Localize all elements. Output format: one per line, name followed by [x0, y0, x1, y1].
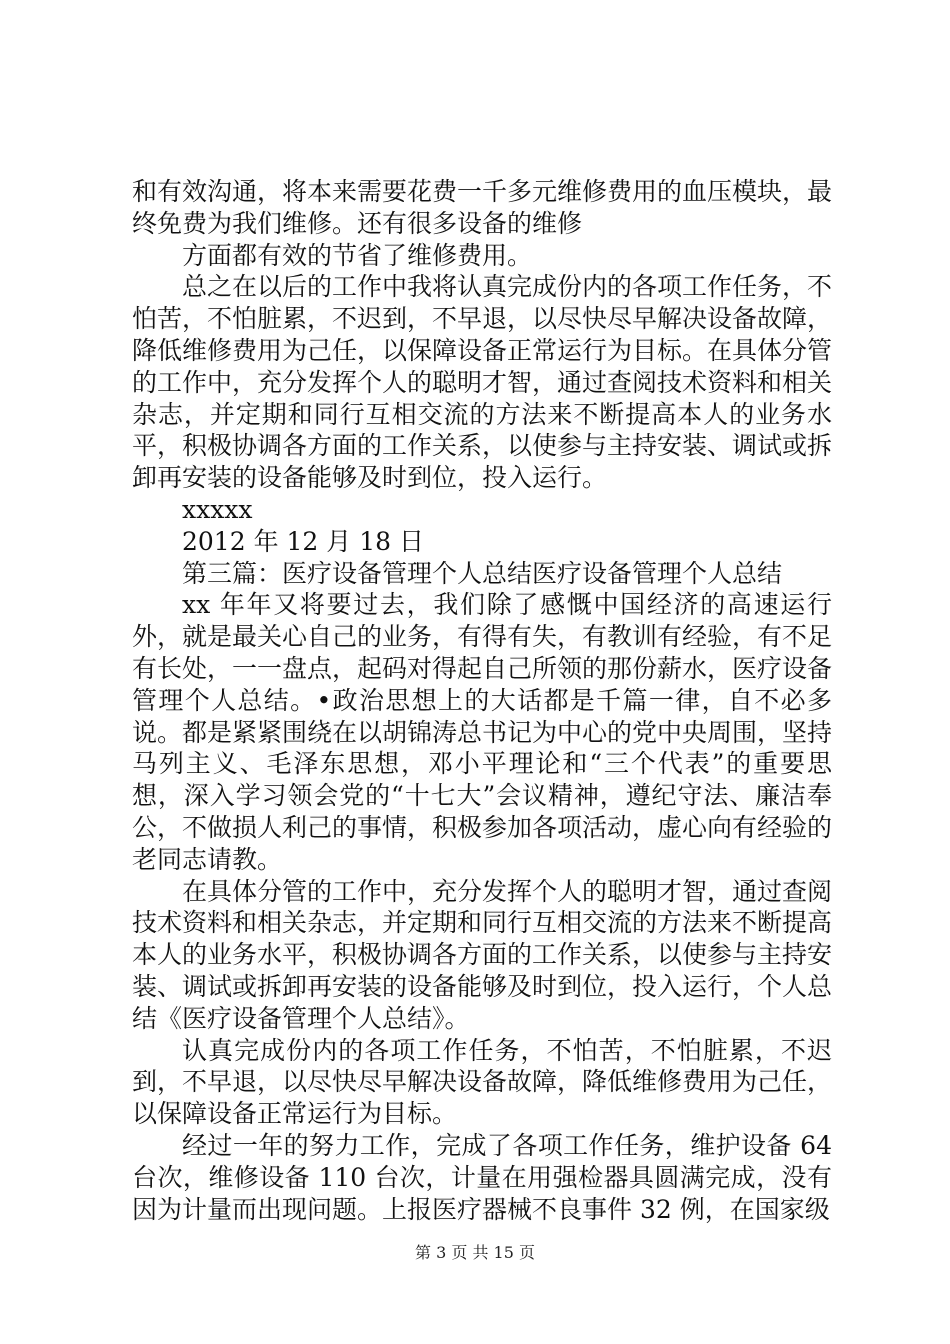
section-title: 第三篇：医疗设备管理个人总结医疗设备管理个人总结	[182, 558, 783, 588]
signature-name: xxxxx	[182, 494, 253, 524]
document-body	[132, 176, 832, 1225]
paragraph-7: xx 年年又将要过去，我们除了感慨中国经济的高速运行外，就是最关心自己的业务，有得有失，有教训有经验，有不足有长处，一一盘点，起码对得起自己所领的那份薪水，医疗设备管理个人总结。•政治思想上的大话都是千篇一律，自不必多说。都是紧紧围绕在以胡锦涛总书记为中心的党中央周围，坚持马列主义、毛泽东思想，邓小平理论和“三个代表”的重要思想，深入学习领会党的“十七大”会议精神，遵纪守法、廉洁奉公，不做损人利己的事情，积极参加各项活动，虚心向有经验的老同志请教。	[132, 590, 833, 874]
paragraph-10: 经过一年的努力工作，完成了各项工作任务，维护设备 64 台次，维修设备 110 台次，计量在用强检器具圆满完成，没有因为计量而出现问题。上报医疗器械不良事件 32 例，在国家级	[132, 1130, 832, 1224]
paragraph-9: 认真完成份内的各项工作任务，不怕苦，不怕脏累，不迟到，不早退，以尽快尽早解决设备故障，降低维修费用为己任，以保障设备正常运行为目标。	[132, 1035, 833, 1129]
paragraph-8: 在具体分管的工作中，充分发挥个人的聪明才智，通过查阅技术资料和相关杂志，并定期和同行互相交流的方法来不断提高本人的业务水平，积极协调各方面的工作关系，以使参与主持安装、调试或拆卸再安装的设备能够及时到位，投入运行，个人总结《医疗设备管理个人总结》。	[132, 876, 833, 1033]
page-number-footer: 第 3 页 共 15 页	[415, 1243, 535, 1262]
paragraph-3: 总之在以后的工作中我将认真完成份内的各项工作任务，不怕苦，不怕脏累，不迟到，不早退，以尽快尽早解决设备故障，降低维修费用为己任，以保障设备正常运行为目标。在具体分管的工作中，充分发挥个人的聪明才智，通过查阅技术资料和相关杂志，并定期和同行互相交流的方法来不断提高本人的业务水平，积极协调各方面的工作关系，以使参与主持安装、调试或拆卸再安装的设备能够及时到位，投入运行。	[132, 272, 833, 493]
signature-date: 2012 年 12 月 18 日	[182, 526, 424, 556]
paragraph-2: 方面都有效的节省了维修费用。	[182, 240, 533, 270]
paragraph-1: 和有效沟通，将本来需要花费一千多元维修费用的血压模块，最终免费为我们维修。还有很多设备的维修	[132, 177, 833, 238]
